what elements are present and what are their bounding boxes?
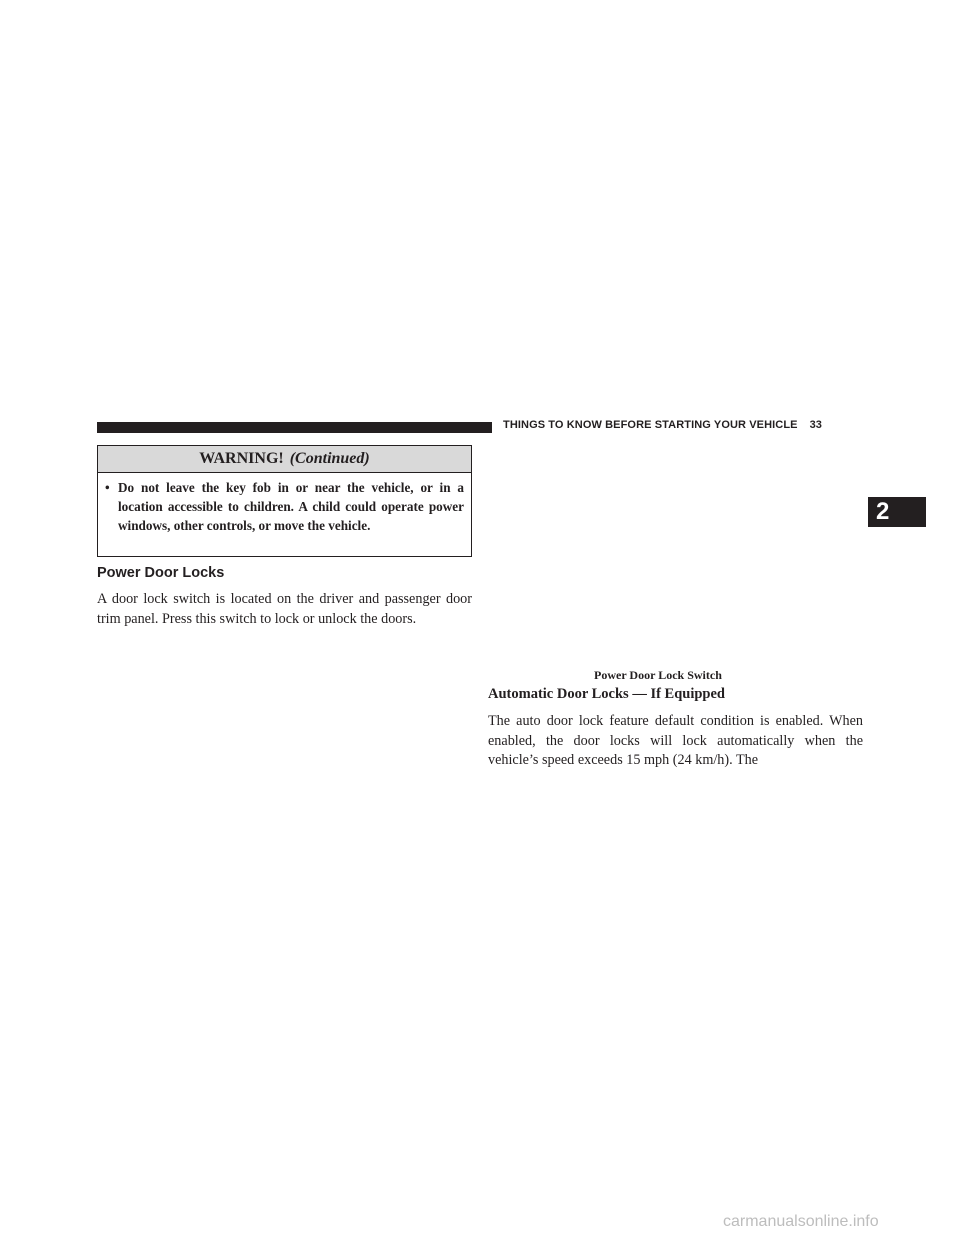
header-rule	[97, 422, 492, 433]
running-header	[503, 419, 822, 431]
bullet-icon: •	[105, 480, 110, 495]
warning-body	[98, 473, 471, 535]
warning-box	[97, 445, 472, 557]
warning-subtitle: (Continued)	[289, 450, 370, 467]
warning-title: WARNING!	[199, 450, 284, 467]
power-door-locks-paragraph: A door lock switch is located on the driver and passenger door trim panel. Press this switch to lock or unlock the doors.	[97, 591, 472, 627]
automatic-door-locks-paragraph: The auto door lock feature default condition is enabled. When enabled, the door locks will lock automatically when the vehicle’s speed exceeds 15 mph (24 km/h). The	[488, 713, 863, 769]
section-title: THINGS TO KNOW BEFORE STARTING YOUR VEHICLE	[503, 419, 798, 431]
page-number: 33	[809, 419, 823, 431]
watermark: carmanualsonline.info	[723, 1213, 879, 1230]
warning-header	[98, 446, 471, 473]
automatic-door-locks-heading: Automatic Door Locks — If Equipped	[488, 686, 725, 702]
power-door-locks-heading: Power Door Locks	[97, 565, 225, 581]
chapter-tab: 2	[868, 497, 926, 527]
warning-text: Do not leave the key fob in or near the vehicle, or in a location accessible to children. A child could operate power windows, other controls, or move the vehicle.	[118, 480, 464, 533]
figure-caption: Power Door Lock Switch	[594, 668, 722, 682]
